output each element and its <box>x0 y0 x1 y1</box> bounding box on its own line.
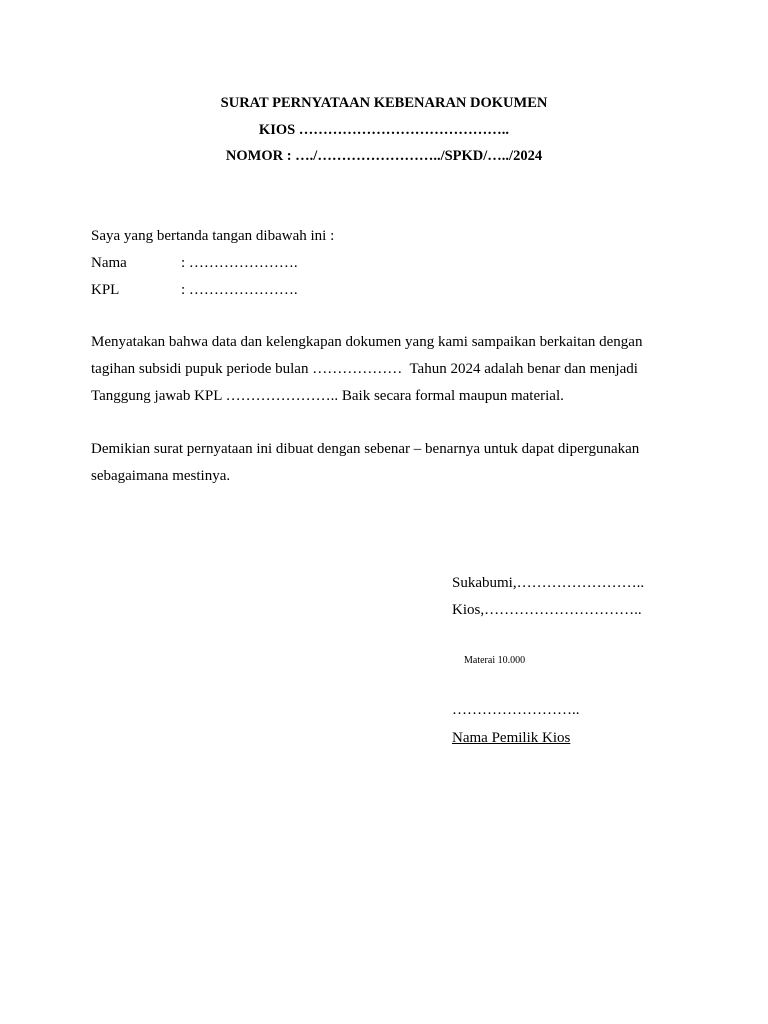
document-header <box>0 93 768 173</box>
intro-opening: Saya yang bertanda tangan dibawah ini : <box>91 228 335 244</box>
place-date: Sukabumi,…………………….. <box>452 575 645 591</box>
statement-line: Menyatakan bahwa data dan kelengkapan dokumen yang kami sampaikan berkaitan dengan <box>91 334 643 350</box>
signature-place-section <box>452 574 752 628</box>
kios-signature-line: Kios,………………………….. <box>452 602 642 618</box>
materai-label: Materai 10.000 <box>464 655 526 666</box>
field-nama-value: : …………………. <box>181 255 298 271</box>
statement-paragraph <box>91 333 671 414</box>
document-title: SURAT PERNYATAAN KEBENARAN DOKUMEN <box>220 95 548 111</box>
field-kpl <box>91 281 671 308</box>
statement-line: Tanggung jawab KPL ………………….. Baik secara formal maupun material. <box>91 388 564 404</box>
intro-section <box>91 227 671 308</box>
closing-line: sebagaimana mestinya. <box>91 468 231 484</box>
nomor-line: NOMOR : …./……………………../SPKD/…../2024 <box>225 148 543 164</box>
field-kpl-value: : …………………. <box>181 282 298 298</box>
closing-paragraph <box>91 440 671 494</box>
field-kpl-label: KPL <box>91 282 120 298</box>
signer-dots: …………………….. <box>452 702 580 718</box>
signer-name-label: Nama Pemilik Kios <box>452 730 571 746</box>
signer-section <box>452 701 752 757</box>
kios-line: KIOS …………………………………….. <box>258 121 510 138</box>
field-nama <box>91 254 671 281</box>
field-nama-label: Nama <box>91 255 127 271</box>
closing-line: Demikian surat pernyataan ini dibuat dengan sebenar – benarnya untuk dapat dipergunakan <box>91 441 640 457</box>
statement-line: tagihan subsidi pupuk periode bulan ……………… Tahun 2024 adalah benar dan menjadi <box>91 361 638 377</box>
